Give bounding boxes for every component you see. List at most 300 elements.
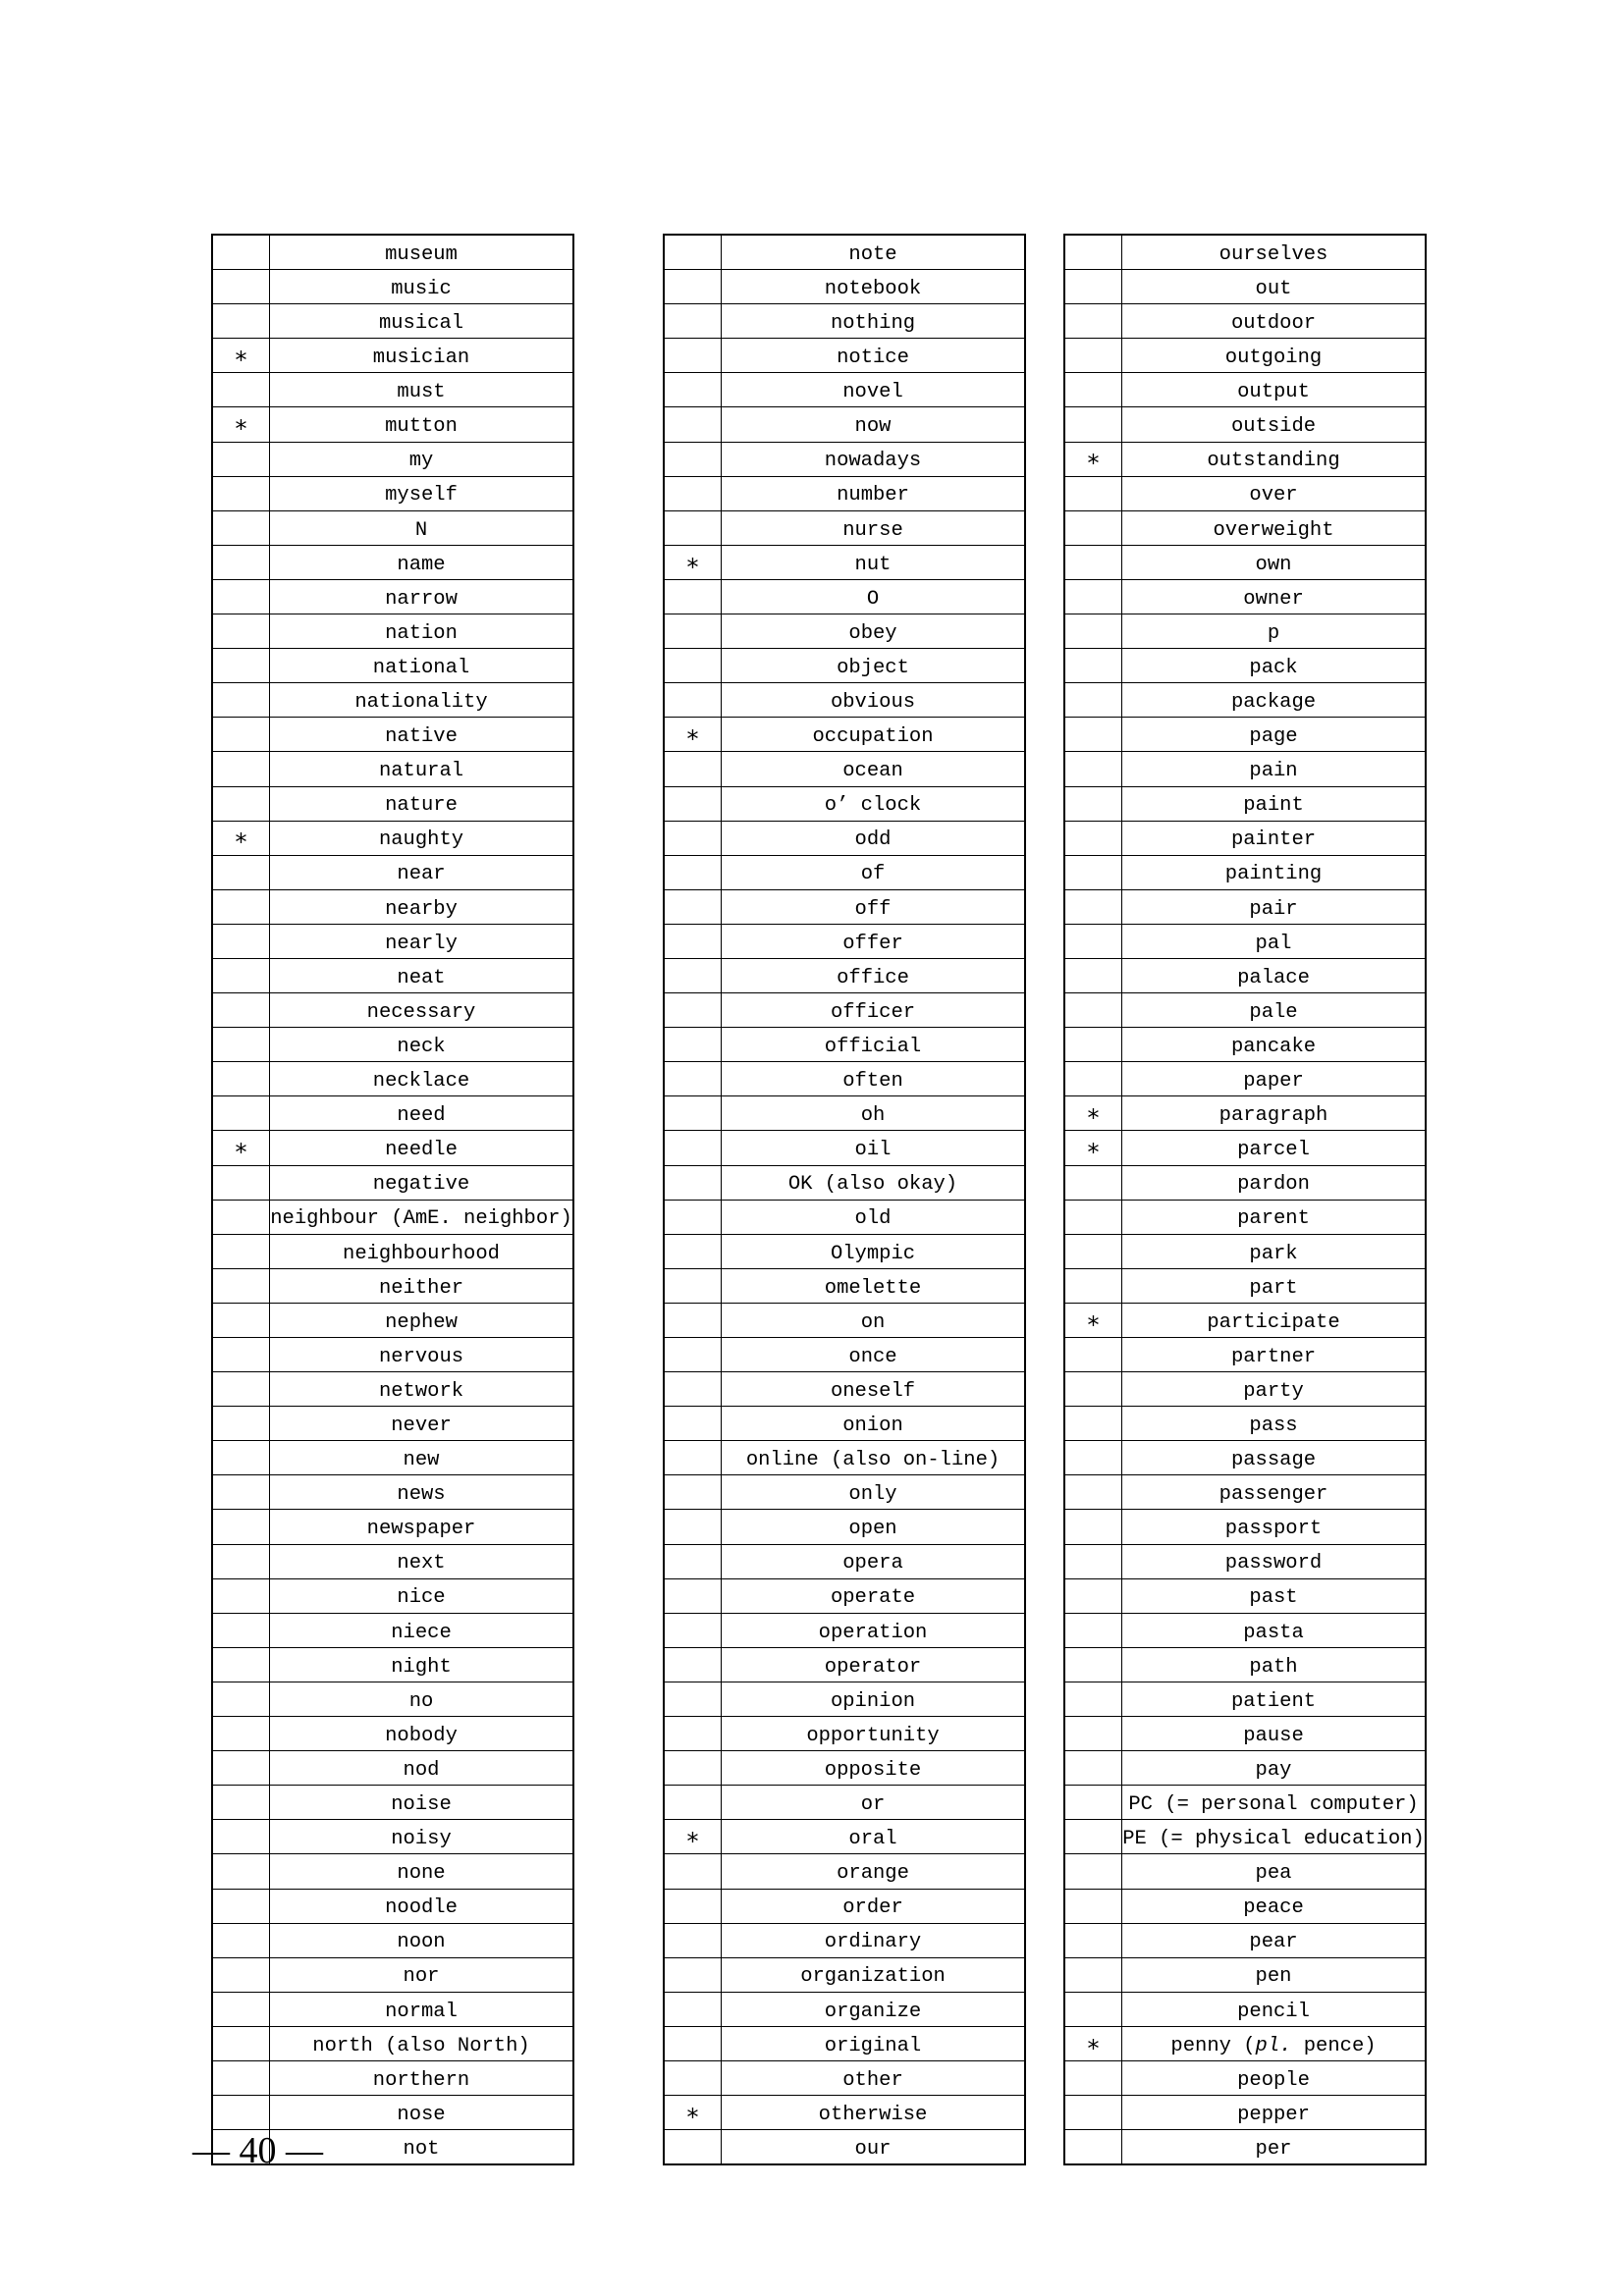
word-cell [270,2060,574,2095]
word-text: pasta [1243,1621,1304,1644]
star-mark-cell [664,889,722,924]
star-mark: * [1086,1139,1101,1166]
star-mark-cell [212,1923,270,1957]
word-text: musician [372,347,470,370]
word-cell [1122,407,1427,442]
word-cell [1122,993,1427,1028]
word-cell [722,1647,1026,1682]
star-mark-cell [664,855,722,889]
word-text: off [854,897,892,921]
word-text: old [854,1207,892,1231]
star-mark-cell [664,649,722,683]
word-text: neighbour (AmE. neighbor) [270,1207,572,1231]
star-mark-cell [664,1647,722,1682]
star-mark-cell [1064,407,1122,442]
word-text: partner [1230,1345,1317,1368]
word-text: owner [1243,587,1304,611]
word-cell [1122,1682,1427,1716]
word-text: outstanding [1207,450,1340,473]
word-text: pea [1255,1862,1292,1886]
word-text: occupation [812,725,934,749]
word-text: must [397,381,446,404]
table-row [212,1165,573,1200]
table-row [212,1062,573,1096]
table-row [664,545,1025,579]
word-cell [1122,752,1427,786]
star-mark-cell [1064,2060,1122,2095]
table-row [212,1544,573,1578]
word-text: PC (= personal computer) [1128,1793,1419,1817]
word-cell [270,1510,574,1544]
word-text: pal [1255,932,1292,955]
word-cell [270,1854,574,1889]
word-text: otherwise [818,2103,928,2126]
table-row [212,1786,573,1820]
star-mark-cell [1064,2096,1122,2130]
word-cell [1122,270,1427,304]
word-cell [270,752,574,786]
star-mark-cell [664,924,722,958]
word-cell [1122,1510,1427,1544]
word-cell [1122,924,1427,958]
star-mark-cell [1064,993,1122,1028]
star-mark-cell [1064,339,1122,373]
word-text: pause [1243,1724,1304,1747]
star-mark: * [1086,450,1101,477]
table-row [664,1957,1025,1992]
word-cell [270,1544,574,1578]
star-mark-cell [664,683,722,718]
word-cell [1122,1578,1427,1613]
star-mark-cell [1064,924,1122,958]
word-cell [270,304,574,339]
star-mark-cell [212,476,270,510]
table-row [1064,683,1426,718]
word-text: parent [1237,1207,1310,1231]
table-row [212,235,573,270]
word-text: pardon [1237,1173,1310,1197]
word-text: narrow [385,587,458,611]
word-cell [722,304,1026,339]
word-text: novel [842,381,903,404]
table-row [212,1957,573,1992]
word-cell [722,510,1026,545]
star-mark-cell [664,1096,722,1131]
star-mark-cell [212,2026,270,2060]
word-text: N [414,518,428,542]
table-row [212,1096,573,1131]
star-mark-cell [664,1062,722,1096]
word-text: passport [1224,1518,1323,1541]
table-row [664,1751,1025,1786]
word-text: opposite [824,1758,922,1782]
table-row [1064,821,1426,855]
table-row [1064,442,1426,476]
star-mark-cell [1064,1096,1122,1131]
word-cell [270,1234,574,1268]
word-text: object [837,656,909,679]
word-cell [270,924,574,958]
table-row [1064,1338,1426,1372]
table-row [212,2060,573,2095]
star-mark-cell [1064,1407,1122,1441]
word-text: penny (pl. pence) [1170,2034,1377,2057]
star-mark: * [234,1139,248,1166]
star-mark-cell [1064,2130,1122,2165]
word-cell [722,1889,1026,1923]
word-text: operation [818,1621,928,1644]
table-row [212,1923,573,1957]
star-mark: * [1086,1104,1101,1131]
table-row [664,579,1025,614]
star-mark-cell [212,2096,270,2130]
word-cell [722,1544,1026,1578]
table-row [1064,2096,1426,2130]
star-mark-cell [664,1992,722,2026]
table-row [1064,1372,1426,1407]
star-mark-cell [212,304,270,339]
word-text: nod [403,1758,440,1782]
word-cell [1122,1786,1427,1820]
word-text: now [854,415,892,439]
word-cell [270,1131,574,1165]
star-mark-cell [1064,649,1122,683]
word-text: organization [800,1965,946,1989]
word-cell [1122,1923,1427,1957]
word-cell [1122,1475,1427,1510]
word-text: need [397,1104,446,1128]
star-mark-cell [664,545,722,579]
word-text: passage [1230,1449,1317,1472]
table-row [212,958,573,992]
word-text: natural [378,760,464,783]
word-text: past [1249,1586,1298,1610]
table-row [1064,1578,1426,1613]
word-cell [722,1096,1026,1131]
word-cell [722,339,1026,373]
word-cell [1122,442,1427,476]
word-text: nobody [385,1724,458,1747]
word-text: oh [860,1104,886,1128]
word-cell [722,718,1026,752]
star-mark-cell [664,1441,722,1475]
word-text: of [860,863,886,886]
word-cell [722,1682,1026,1716]
word-text: near [397,863,446,886]
table-row [664,855,1025,889]
star-mark: * [1086,2034,1101,2061]
word-text: music [391,277,452,300]
table-row [664,1992,1025,2026]
star-mark-cell [1064,1165,1122,1200]
star-mark-cell [664,2026,722,2060]
table-row [212,510,573,545]
star-mark-cell [212,993,270,1028]
word-text: p [1267,621,1280,645]
word-cell [270,1682,574,1716]
table-row [664,924,1025,958]
word-cell [270,270,574,304]
table-row [664,786,1025,821]
star-mark-cell [664,1578,722,1613]
word-cell [722,407,1026,442]
word-cell [722,1957,1026,1992]
word-text: my [408,450,434,473]
word-text: or [860,1793,886,1817]
word-cell [722,786,1026,821]
star-mark-cell [212,339,270,373]
word-cell [722,1820,1026,1854]
table-row [212,1338,573,1372]
star-mark-cell [664,1786,722,1820]
table-row [664,1338,1025,1372]
table-row [664,1786,1025,1820]
star-mark-cell [1064,1820,1122,1854]
word-cell [1122,2130,1427,2165]
star-mark-cell [212,1510,270,1544]
word-cell [1122,1992,1427,2026]
word-text: notebook [824,277,922,300]
star-mark-cell [1064,1062,1122,1096]
word-cell [1122,476,1427,510]
table-row [1064,407,1426,442]
word-text: news [397,1483,446,1507]
star-mark-cell [1064,1372,1122,1407]
word-cell [722,1338,1026,1372]
star-mark-cell [212,1338,270,1372]
word-cell [1122,1028,1427,1062]
table-row [1064,1854,1426,1889]
table-row [664,1131,1025,1165]
word-text: orange [837,1862,909,1886]
word-text: obvious [830,691,916,715]
table-row [1064,1200,1426,1234]
table-row [664,1062,1025,1096]
word-text: paint [1243,794,1304,818]
word-table-2 [663,234,1026,2165]
word-text: palace [1237,966,1310,989]
star-mark: * [685,2103,700,2130]
table-row [664,889,1025,924]
word-text: north (also North) [312,2034,530,2057]
table-row [1064,958,1426,992]
word-text: passenger [1218,1483,1328,1507]
table-row [212,339,573,373]
word-text: painter [1230,828,1317,852]
word-cell [722,958,1026,992]
word-text: network [378,1379,464,1403]
word-text: offer [842,932,903,955]
star-mark-cell [212,1096,270,1131]
word-text: O [866,587,880,611]
star-mark-cell [1064,614,1122,649]
word-text: oral [848,1828,897,1851]
star-mark-cell [1064,718,1122,752]
table-row [1064,2130,1426,2165]
star-mark-cell [664,993,722,1028]
word-cell [270,1923,574,1957]
table-row [1064,270,1426,304]
table-row [1064,1786,1426,1820]
star-mark-cell [664,407,722,442]
table-row [212,718,573,752]
word-cell [1122,1717,1427,1751]
word-text: needle [385,1139,458,1162]
word-text: o’ clock [824,794,922,818]
word-text: per [1255,2137,1292,2161]
table-row [1064,1234,1426,1268]
table-row [1064,1475,1426,1510]
word-cell [1122,1303,1427,1337]
table-row [1064,1647,1426,1682]
word-text: pen [1255,1965,1292,1989]
table-row [212,1992,573,2026]
word-text: naughty [378,828,464,852]
table-row [664,2130,1025,2165]
star-mark-cell [212,614,270,649]
table-row [212,1717,573,1751]
word-text: no [408,1689,434,1713]
word-text: ordinary [824,1931,922,1954]
star-mark-cell [212,2060,270,2095]
star-mark-cell [1064,1200,1122,1234]
star-mark-cell [1064,1957,1122,1992]
word-cell [1122,1957,1427,1992]
word-cell [1122,1062,1427,1096]
word-text: organize [824,2000,922,2023]
word-cell [722,1268,1026,1303]
star-mark-cell [664,1510,722,1544]
table-row [212,993,573,1028]
table-row [1064,649,1426,683]
word-cell [270,1268,574,1303]
table-row [664,1475,1025,1510]
word-text: nervous [378,1345,464,1368]
word-text: niece [391,1621,452,1644]
table-row [1064,1510,1426,1544]
word-text: national [372,656,470,679]
word-text: never [391,1414,452,1437]
star-mark-cell [664,270,722,304]
word-text: nephew [385,1310,458,1334]
star-mark-cell [664,373,722,407]
word-text: negative [372,1173,470,1197]
table-row [1064,993,1426,1028]
star-mark-cell [1064,476,1122,510]
word-text: outdoor [1230,311,1317,335]
star-mark-cell [212,1407,270,1441]
star-mark-cell [664,1475,722,1510]
star-mark-cell [664,1165,722,1200]
star-mark-cell [212,855,270,889]
table-row [664,1682,1025,1716]
star-mark-cell [664,1682,722,1716]
word-text: opera [842,1552,903,1575]
star-mark-cell [664,1234,722,1268]
table-row [212,683,573,718]
word-text: ocean [842,760,903,783]
word-cell [270,442,574,476]
word-text: pain [1249,760,1298,783]
table-row [212,1303,573,1337]
word-text: next [397,1552,446,1575]
word-cell [722,1992,1026,2026]
word-table-3 [1063,234,1427,2165]
word-text: new [403,1449,440,1472]
word-cell [270,821,574,855]
star-mark-cell [1064,1751,1122,1786]
word-cell [270,373,574,407]
word-text: nurse [842,518,903,542]
table-row [664,1854,1025,1889]
table-row [212,855,573,889]
word-text: noodle [385,1896,458,1920]
word-text: necessary [366,1000,476,1024]
table-row [664,1165,1025,1200]
word-cell [1122,821,1427,855]
word-cell [270,510,574,545]
word-cell [270,1475,574,1510]
word-cell [270,2096,574,2130]
star-mark-cell [212,821,270,855]
star-mark-cell [664,235,722,270]
star-mark-cell [212,683,270,718]
word-text: official [824,1035,922,1058]
star-mark-cell [1064,304,1122,339]
star-mark-cell [212,1578,270,1613]
word-text: operator [824,1655,922,1679]
word-text: museum [385,242,458,266]
word-cell [270,889,574,924]
word-text: opportunity [806,1724,940,1747]
table-row [212,545,573,579]
star-mark-cell [212,1992,270,2026]
word-cell [1122,614,1427,649]
star-mark-cell [212,889,270,924]
star-mark-cell [664,786,722,821]
word-cell [270,476,574,510]
word-text: overweight [1213,518,1334,542]
table-row [212,1613,573,1647]
word-cell [270,407,574,442]
table-row [212,1475,573,1510]
table-row [664,1923,1025,1957]
table-row [664,1268,1025,1303]
word-cell [722,1751,1026,1786]
word-text: pack [1249,656,1298,679]
word-cell [270,855,574,889]
star-mark-cell [664,1268,722,1303]
word-cell [1122,718,1427,752]
star-mark-cell [664,2130,722,2165]
word-cell [270,1889,574,1923]
word-text: out [1255,277,1292,300]
word-cell [1122,1338,1427,1372]
table-row [212,476,573,510]
word-cell [270,1096,574,1131]
star-mark-cell [212,1441,270,1475]
table-row [664,2096,1025,2130]
star-mark-cell [664,1028,722,1062]
star-mark-cell [664,1372,722,1407]
word-cell [722,2096,1026,2130]
word-cell [722,2026,1026,2060]
word-text: original [824,2034,922,2057]
star-mark-cell [1064,786,1122,821]
word-cell [1122,1820,1427,1854]
word-cell [722,1441,1026,1475]
star-mark-cell [1064,270,1122,304]
